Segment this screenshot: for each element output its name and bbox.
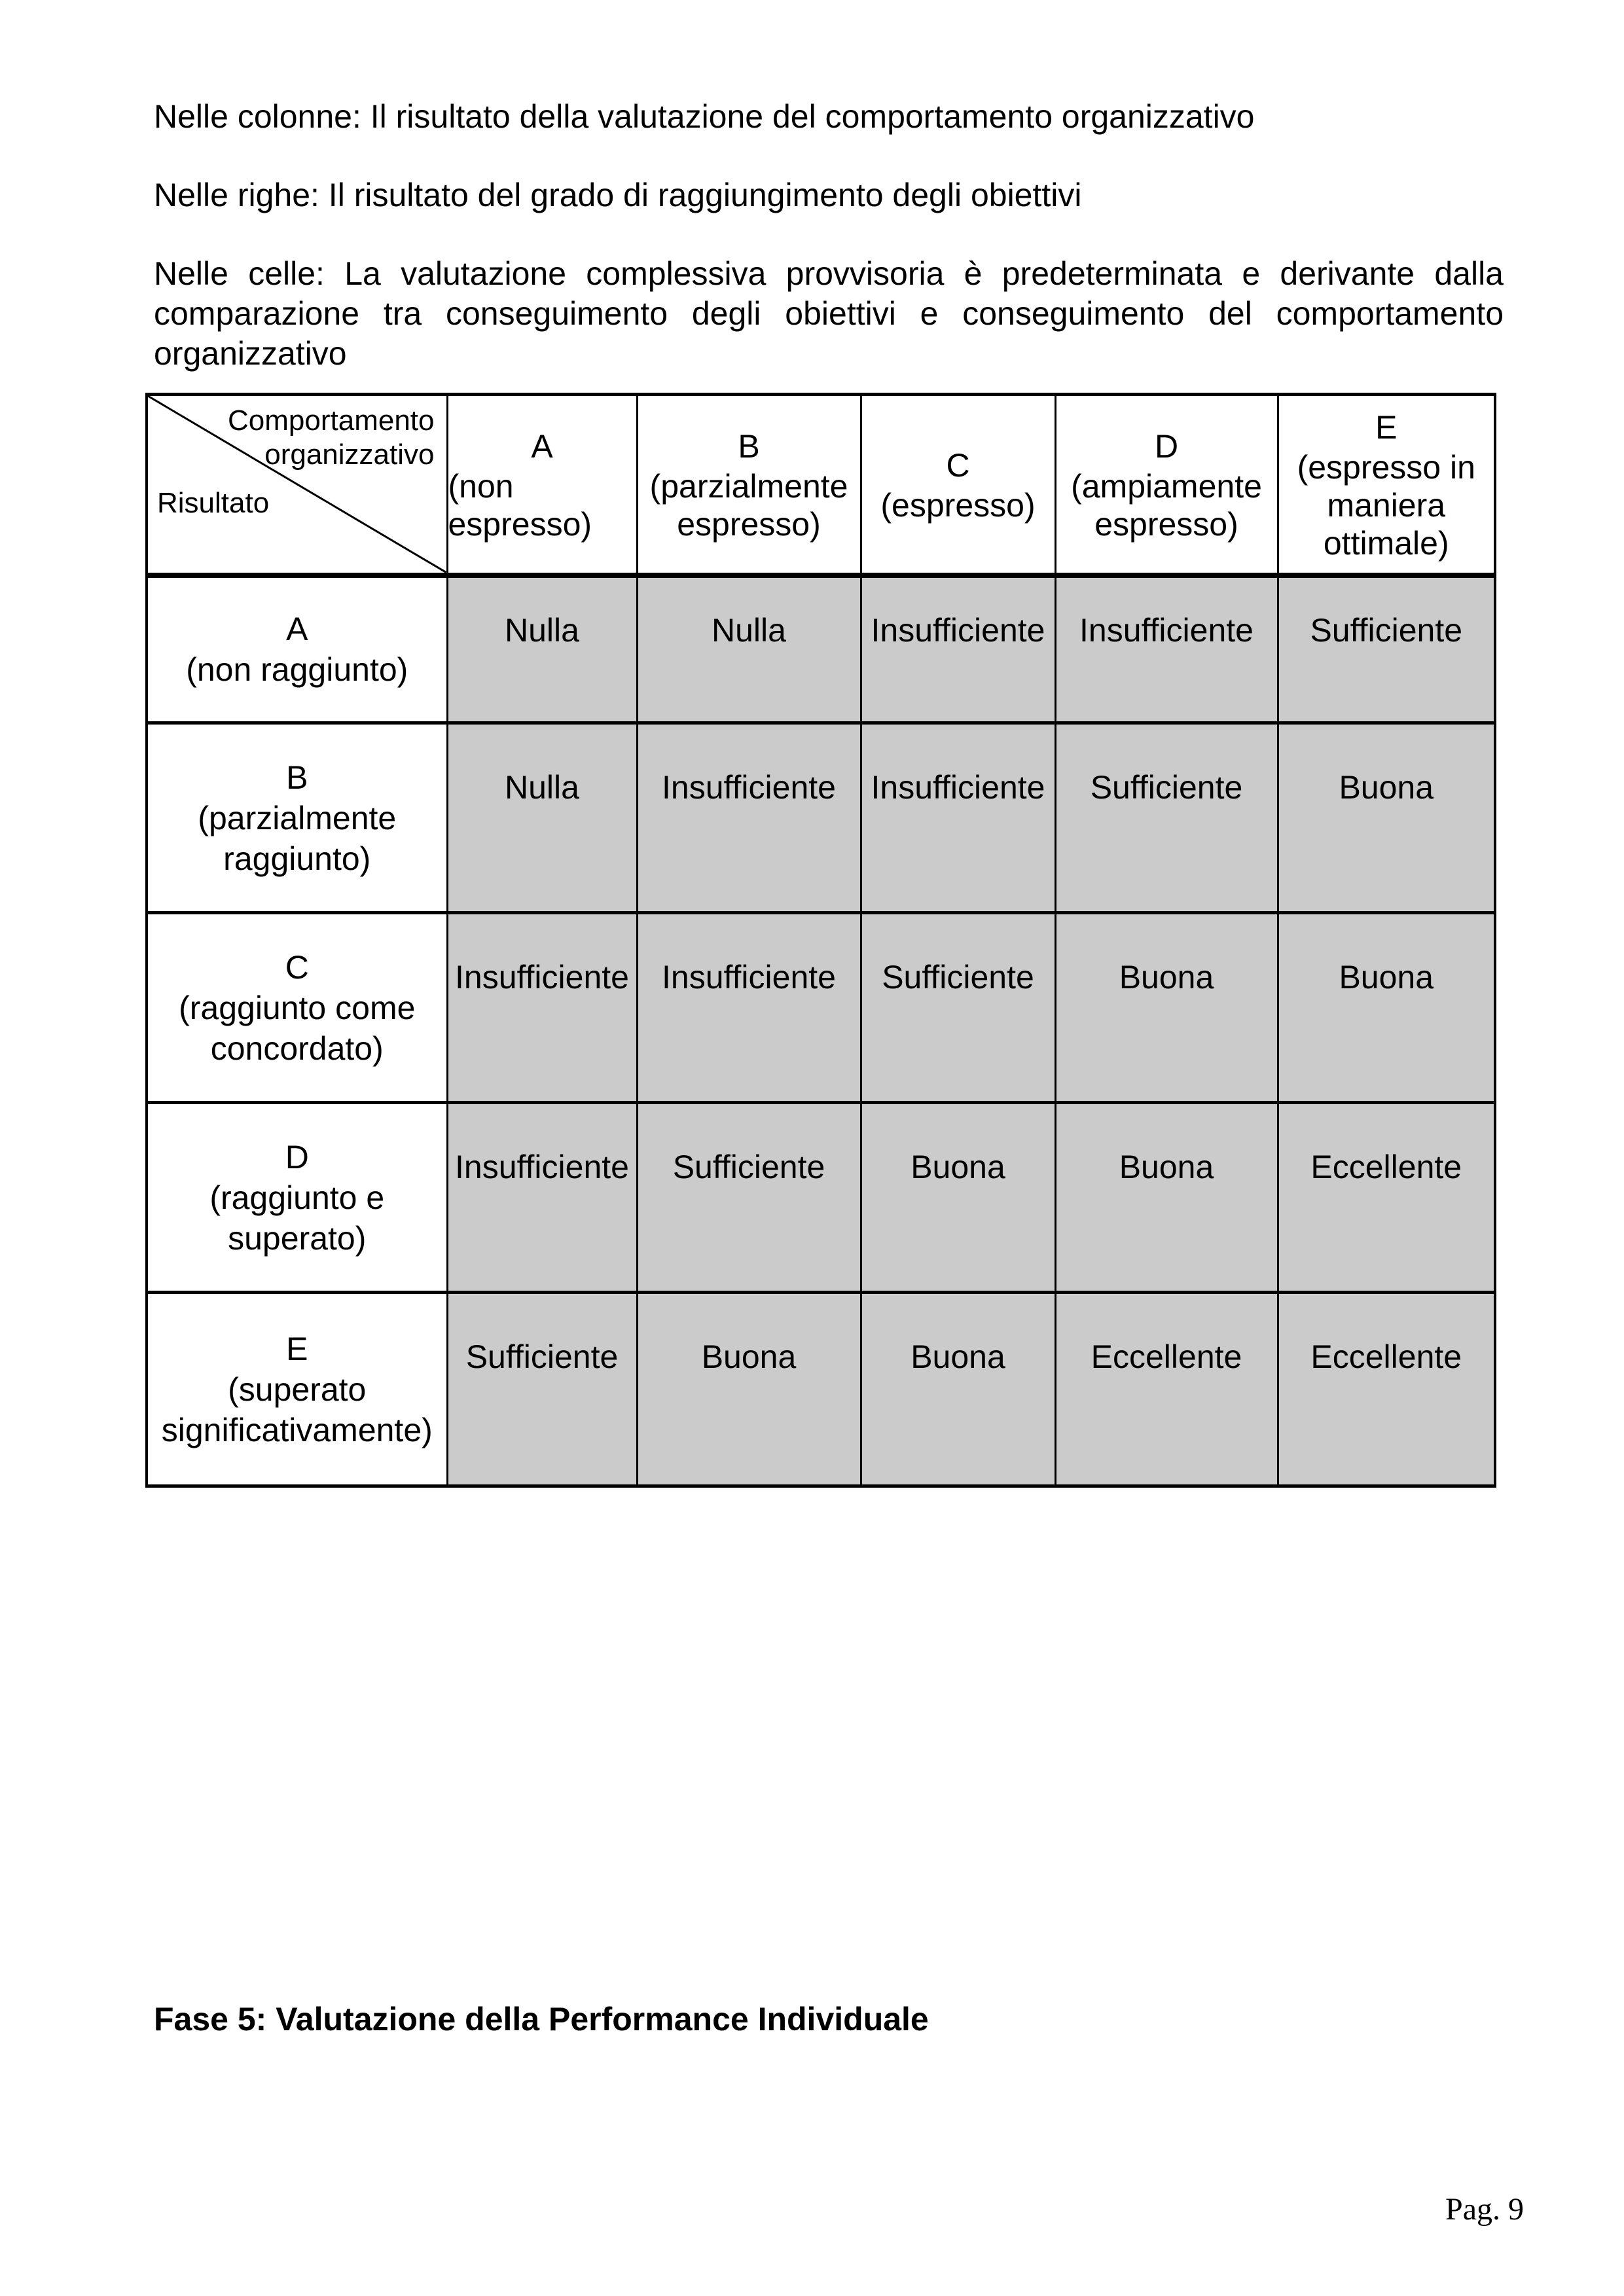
matrix-cell: Buona [1278, 723, 1495, 913]
matrix-cell: Buona [1055, 913, 1278, 1103]
matrix-cell: Buona [861, 1103, 1055, 1293]
matrix-cell: Sufficiente [447, 1293, 637, 1486]
column-header-d [1055, 395, 1278, 575]
row-letter: D [285, 1138, 309, 1175]
matrix-cell: Nulla [447, 575, 637, 723]
row-description: (raggiunto come concordato) [179, 989, 416, 1067]
row-header-a [147, 575, 447, 723]
row-description: (superato significativamente) [161, 1371, 433, 1448]
row-description: (non raggiunto) [186, 651, 408, 689]
fase-5-heading: Fase 5: Valutazione della Performance Individuale [154, 2001, 929, 2037]
row-header-d [147, 1103, 447, 1293]
table-row-e [147, 1293, 1495, 1486]
matrix-cell: Buona [1055, 1103, 1278, 1293]
corner-label-risultato: Risultato [157, 486, 270, 519]
column-description: (non espresso) [448, 467, 592, 543]
column-header-a [447, 395, 637, 575]
row-letter: A [286, 611, 308, 648]
table-row-d [147, 1103, 1495, 1293]
column-header-e [1278, 395, 1495, 575]
paragraph-righe: Nelle righe: Il risultato del grado di raggiungimento degli obiettivi [154, 177, 1082, 213]
matrix-cell: Buona [1278, 913, 1495, 1103]
matrix-cell: Sufficiente [861, 913, 1055, 1103]
matrix-cell: Eccellente [1278, 1293, 1495, 1486]
matrix-cell: Buona [861, 1293, 1055, 1486]
matrix-cell: Sufficiente [1055, 723, 1278, 913]
matrix-cell: Nulla [637, 575, 861, 723]
column-letter: E [1375, 408, 1398, 446]
column-description: (espresso in maniera ottimale) [1297, 448, 1475, 562]
corner-header-cell [147, 395, 447, 575]
matrix-cell: Insufficiente [447, 1103, 637, 1293]
matrix-cell: Buona [637, 1293, 861, 1486]
row-letter: B [286, 759, 308, 796]
matrix-cell: Eccellente [1278, 1103, 1495, 1293]
page-number: Pag. 9 [1445, 2192, 1524, 2227]
corner-label-comportamento: Comportamento organizzativo [228, 404, 435, 471]
row-letter: E [286, 1330, 308, 1367]
matrix-cell: Eccellente [1055, 1293, 1278, 1486]
row-header-b [147, 723, 447, 913]
column-header-c [861, 395, 1055, 575]
paragraph-celle: Nelle celle: La valutazione complessiva provvisoria è predeterminata e derivante dalla comparazione tra conseguimento degli obiettivi e conseguimento del comportamento organizzativo [154, 255, 1504, 372]
matrix-cell: Insufficiente [861, 723, 1055, 913]
row-header-c [147, 913, 447, 1103]
paragraph-colonne: Nelle colonne: Il risultato della valutazione del comportamento organizzativo [154, 98, 1255, 135]
matrix-cell: Insufficiente [637, 913, 861, 1103]
matrix-cell: Sufficiente [637, 1103, 861, 1293]
column-description: (parzialmente espresso) [649, 467, 848, 543]
table-row-b [147, 723, 1495, 913]
column-description: (espresso) [880, 486, 1036, 524]
column-description: (ampiamente espresso) [1071, 467, 1262, 543]
table-row-c [147, 913, 1495, 1103]
table-row-a [147, 575, 1495, 723]
column-header-b [637, 395, 861, 575]
matrix-cell: Insufficiente [1055, 575, 1278, 723]
valutazione-matrix-table [145, 393, 1496, 1488]
row-description: (raggiunto e superato) [209, 1179, 385, 1257]
column-letter: A [531, 427, 553, 465]
matrix-cell: Insufficiente [861, 575, 1055, 723]
matrix-cell: Insufficiente [637, 723, 861, 913]
matrix-cell: Insufficiente [447, 913, 637, 1103]
matrix-cell: Nulla [447, 723, 637, 913]
row-header-e [147, 1293, 447, 1486]
matrix-cell: Sufficiente [1278, 575, 1495, 723]
row-letter: C [285, 948, 309, 986]
row-description: (parzialmente raggiunto) [198, 799, 397, 877]
column-letter: D [1154, 427, 1179, 465]
column-letter: B [738, 427, 760, 465]
column-letter: C [946, 446, 970, 484]
table-header-row [147, 395, 1495, 575]
